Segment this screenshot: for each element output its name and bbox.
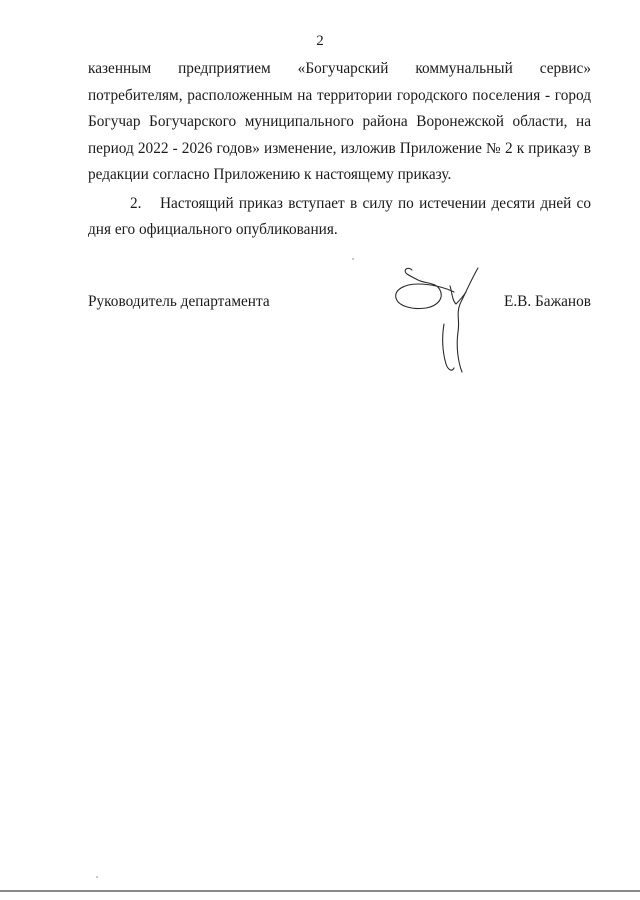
document-body xyxy=(88,56,591,244)
signature-stem-stroke xyxy=(457,268,478,372)
signer-position: Руководитель департамента xyxy=(88,293,270,310)
paragraph-continued: казенным предприятием «Богучарский коммунальный сервис» потребителям, расположенным на территории городского поселения - город Богучар Богучарского муниципального района Воронежской области, на период 2022 - 2026 годов» изменение, изложив Приложение № 2 к приказу в редакции согласно Приложению к настоящему приказу. xyxy=(88,60,591,183)
handwritten-signature-icon xyxy=(392,262,492,377)
item-text: Настоящий приказ вступает в силу по истечении десяти дней со дня его официального опубликования. xyxy=(88,194,591,238)
page-bottom-edge xyxy=(0,890,640,892)
signature-loop-stroke xyxy=(396,268,454,308)
signature-hook-stroke xyxy=(450,286,466,304)
scan-speck xyxy=(352,258,354,260)
scan-speck xyxy=(96,876,98,878)
numbered-item-2 xyxy=(88,191,591,244)
item-number: 2. xyxy=(130,194,142,212)
signature-tail-stroke xyxy=(443,324,454,370)
page-number: 2 xyxy=(316,33,324,49)
signer-name: Е.В. Бажанов xyxy=(503,293,591,310)
